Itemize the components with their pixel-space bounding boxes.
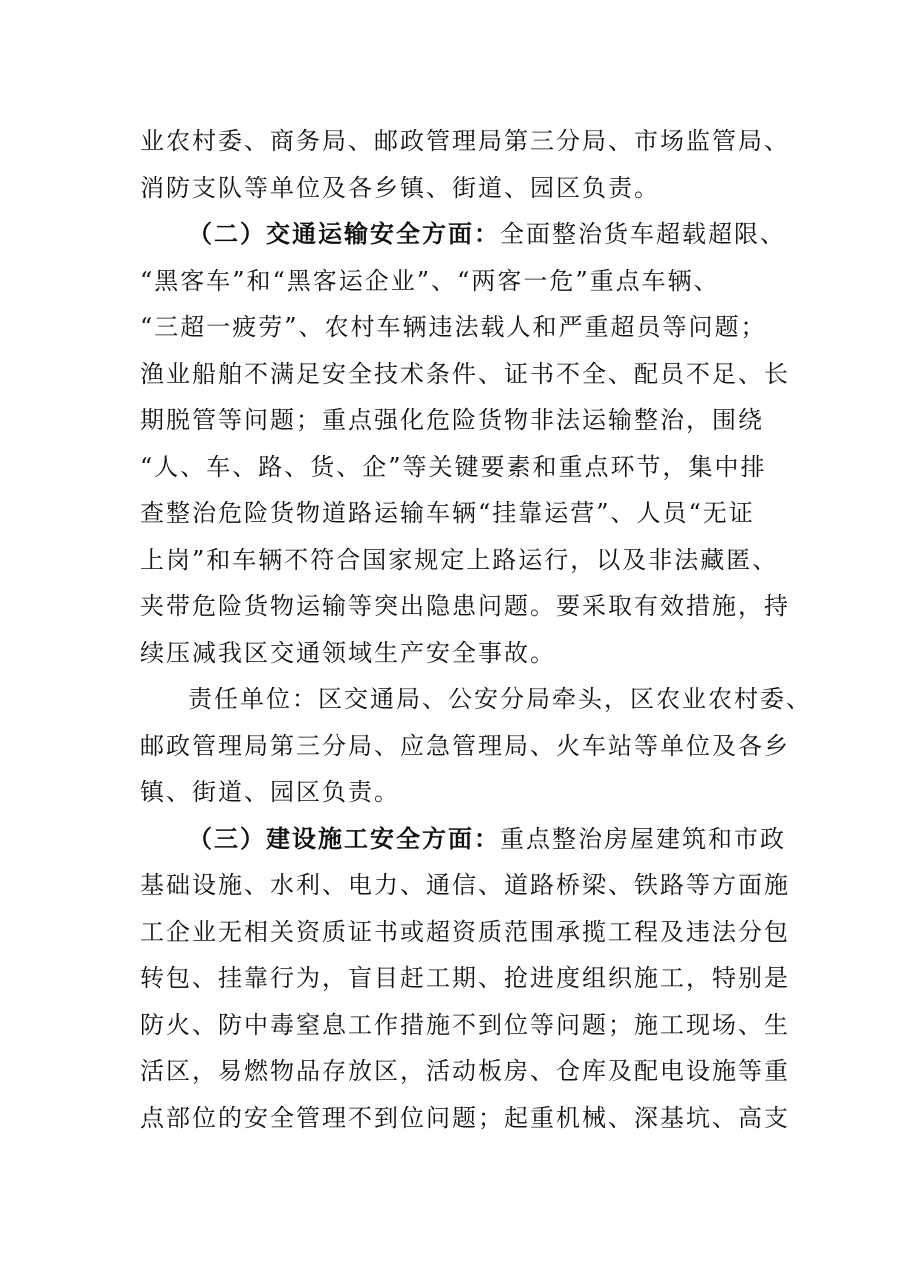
- text-line: 活区，易燃物品存放区，活动板房、仓库及配电设施等重: [140, 1057, 790, 1085]
- text-line: 期脱管等问题；重点强化危险货物非法运输整治，围绕: [140, 406, 764, 434]
- document-body: [140, 118, 812, 1141]
- text-line: “人、车、路、货、企”等关键要素和重点环节，集中排: [140, 452, 767, 481]
- responsibility-line: 责任单位：区交通局、公安分局牵头，区农业农村委、: [188, 685, 812, 713]
- text-line: 防火、防中毒窒息工作措施不到位等问题；施工现场、生: [140, 1010, 790, 1039]
- text-run: 重点整治房屋建筑和市政: [500, 824, 786, 853]
- text-line: 点部位的安全管理不到位问题；起重机械、深基坑、高支: [140, 1103, 790, 1132]
- section-heading-transport: （二）交通运输安全方面：: [188, 219, 500, 248]
- text-line: 转包、挂靠行为，盲目赶工期、抢进度组织施工，特别是: [140, 964, 790, 992]
- text-line: 邮政管理局第三分局、应急管理局、火车站等单位及各乡: [140, 731, 790, 760]
- text-line: 查整治危险货物道路运输车辆“挂靠运营”、人员“无证: [140, 499, 755, 527]
- text-line: 消防支队等单位及各乡镇、街道、园区负责。: [140, 173, 660, 202]
- text-line: 业农村委、商务局、邮政管理局第三分局、市场监管局、: [140, 127, 790, 155]
- section-heading-line: [140, 211, 786, 258]
- text-run: 全面整治货车超载超限、: [500, 220, 786, 248]
- text-line: 基础设施、水利、电力、通信、道路桥梁、铁路等方面施: [140, 871, 790, 899]
- text-line: 续压减我区交通领域生产安全事故。: [140, 638, 556, 667]
- text-line: 夹带危险货物运输等突出隐患问题。要采取有效措施，持: [140, 592, 790, 620]
- text-line: “黑客车”和“黑客运企业”、“两客一危”重点车辆、: [140, 266, 720, 295]
- text-line: 渔业船舶不满足安全技术条件、证书不全、配员不足、长: [140, 359, 790, 388]
- text-line: 镇、街道、园区负责。: [140, 778, 400, 806]
- section-heading-construction: （三）建设施工安全方面：: [188, 823, 500, 853]
- text-line: “三超一疲劳”、农村车辆违法载人和严重超员等问题；: [140, 313, 767, 341]
- text-line: 工企业无相关资质证书或超资质范围承揽工程及违法分包: [140, 917, 790, 946]
- text-line: 上岗”和车辆不符合国家规定上路运行，以及非法藏匿、: [140, 545, 779, 574]
- section-heading-line: [140, 816, 786, 863]
